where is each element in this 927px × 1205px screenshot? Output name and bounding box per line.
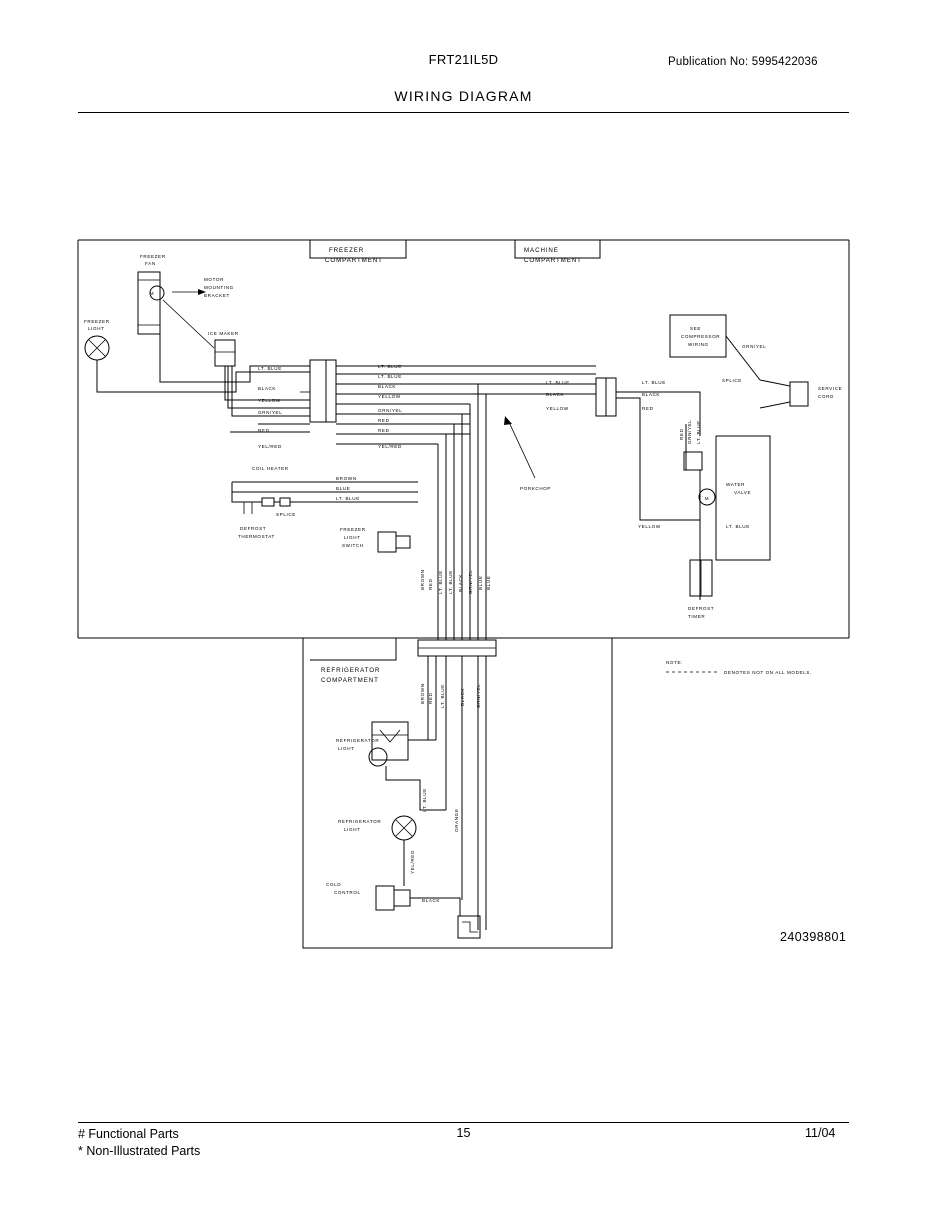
wire-label-fh-r-3: YELLOW bbox=[378, 394, 401, 399]
section-label-machine bbox=[524, 247, 582, 264]
defrost-timer-label-2: LIGHT bbox=[338, 746, 355, 751]
freezer-light-switch-label-3: SWITCH bbox=[342, 543, 364, 548]
wire-label-ref-2: YEL/RED bbox=[410, 850, 415, 874]
motor-bracket-label-3: BRACKET bbox=[204, 293, 230, 298]
wire-label-bus-u-5: GRN/YEL bbox=[468, 569, 473, 594]
wire-label-bus-l-1: RED bbox=[428, 692, 433, 704]
footer-date: 11/04 bbox=[805, 1126, 836, 1140]
wire-label-ml-1: BLACK bbox=[546, 392, 565, 397]
wire-label-mm-6: LT. BLUE bbox=[726, 524, 750, 529]
wire-label-bus-u-3: LT. BLUE bbox=[448, 570, 453, 594]
freezer-light-label-2: LIGHT bbox=[88, 326, 105, 331]
publication-value: 5995422036 bbox=[751, 56, 818, 68]
wire-label-fh-l-0: LT. BLUE bbox=[258, 366, 282, 371]
motor-bracket-label-1: MOTOR bbox=[204, 277, 225, 282]
defrost-timer-wire-2 bbox=[386, 766, 446, 810]
footer-non-illustrated-parts: * Non-Illustrated Parts bbox=[78, 1144, 201, 1158]
note-label: NOTE: bbox=[666, 660, 684, 665]
section-freezer-line2: COMPARTMENT bbox=[325, 257, 383, 264]
page-number: 15 bbox=[456, 1126, 471, 1140]
defrost-thermostat-label-1: DEFROST bbox=[240, 526, 267, 531]
footer-divider bbox=[78, 1122, 849, 1123]
machine-inner-frame bbox=[616, 392, 770, 600]
model-number: FRT21IL5D bbox=[428, 52, 499, 67]
publication-label: Publication No: bbox=[668, 56, 749, 68]
porkchop-callout bbox=[504, 416, 535, 478]
wire-label-mr-0: LT. BLUE bbox=[642, 380, 666, 385]
condenser-fan-label-2: VALVE bbox=[734, 490, 752, 495]
refrigerator-light-label-1: REFRIGERATOR bbox=[338, 819, 382, 824]
wire-label-fh-l-3: GRN/YEL bbox=[258, 410, 283, 415]
freezer-connector-block bbox=[300, 360, 336, 422]
compressor-wiring-label-3: WIRING bbox=[688, 342, 709, 347]
note-text: DENOTES NOT ON ALL MODELS. bbox=[724, 670, 812, 675]
ice-maker-leader bbox=[163, 300, 214, 348]
motor-bracket-label-2: MOUNTING bbox=[204, 285, 234, 290]
wire-label-bus-l-0: BROWN bbox=[420, 683, 425, 704]
splice-label: SPLICE bbox=[276, 512, 296, 517]
compressor-wiring-label-1: SEE bbox=[690, 326, 701, 331]
freezer-light-switch-symbol bbox=[378, 532, 410, 552]
wire-label-bus-l-4: GRN/YEL bbox=[476, 683, 481, 708]
wire-label-ml-0: LT. BLUE bbox=[546, 380, 570, 385]
machine-connector-block bbox=[596, 378, 616, 416]
service-cord-label-2: CORD bbox=[818, 394, 834, 399]
wire-label-ref-3: BLACK bbox=[422, 898, 441, 903]
water-valve-label-1: DEFROST bbox=[688, 606, 715, 611]
wire-label-fh-r-7: YEL/RED bbox=[378, 444, 402, 449]
wire-label-coil-0: BROWN bbox=[336, 476, 357, 481]
defrost-timer-label-1: REFRIGERATOR bbox=[336, 738, 380, 743]
cold-control-symbol bbox=[458, 916, 480, 938]
defrost-thermostat-label-2: THERMOSTAT bbox=[238, 534, 275, 539]
wire-label-bus-u-6: BLUE bbox=[478, 575, 483, 590]
wire-label-mm-3: GRN/YEL bbox=[687, 419, 692, 444]
footer-functional-parts: # Functional Parts bbox=[78, 1127, 179, 1141]
wire-label-bus-u-0: BROWN bbox=[420, 569, 425, 590]
wire-label-ref-1: ORANGE bbox=[454, 808, 459, 832]
water-valve-label-2: TIMER bbox=[688, 614, 706, 619]
condenser-fan-symbol bbox=[699, 489, 715, 505]
center-pass-through-connector bbox=[418, 640, 496, 656]
coil-heater-symbol bbox=[232, 482, 418, 514]
wire-label-fh-l-5: YEL/RED bbox=[258, 444, 282, 449]
section-label-freezer bbox=[325, 247, 383, 264]
service-cord-label-1: SERVICE bbox=[818, 386, 843, 391]
wire-label-bus-u-4: BLACK bbox=[458, 573, 463, 592]
compressor-wiring-label-2: COMPRESSOR bbox=[681, 334, 721, 339]
wire-label-bus-u-2: LT. BLUE bbox=[438, 570, 443, 594]
freezer-light-switch-label-1: FREEZER bbox=[340, 527, 366, 532]
wire-label-mm-5: YELLOW bbox=[638, 524, 661, 529]
freezer-fan-label-2: FAN bbox=[145, 261, 156, 266]
water-valve-symbol bbox=[690, 560, 712, 596]
refrigerator-light-switch-label-2: CONTROL bbox=[334, 890, 361, 895]
refrigerator-light-symbol bbox=[392, 816, 416, 840]
section-refrigerator-line2: COMPARTMENT bbox=[321, 677, 379, 684]
wire-label-fh-l-1: BLACK bbox=[258, 386, 277, 391]
diagram-note bbox=[666, 660, 812, 675]
wire-label-fh-l-2: YELLOW bbox=[258, 398, 281, 403]
wire-label-mr-2: RED bbox=[642, 406, 654, 411]
section-machine-line2: COMPARTMENT bbox=[524, 257, 582, 264]
freezer-left-harness bbox=[97, 334, 310, 432]
wire-label-fh-r-1: LT. BLUE bbox=[378, 374, 402, 379]
porkchop-label: PORKCHOP bbox=[520, 486, 552, 491]
wire-label-fh-r-4: GRN/YEL bbox=[378, 408, 403, 413]
wire-label-fh-r-0: LT. BLUE bbox=[378, 364, 402, 369]
ice-maker-symbol bbox=[215, 340, 235, 366]
wire-label-mr-1: BLACK bbox=[642, 392, 661, 397]
section-label-refrigerator bbox=[321, 667, 380, 684]
refrigerator-light-label-2: LIGHT bbox=[344, 827, 361, 832]
wire-label-coil-1: BLUE bbox=[336, 486, 351, 491]
condenser-fan-motor-mark: M bbox=[704, 496, 710, 501]
freezer-light-symbol bbox=[85, 336, 109, 360]
refrigerator-light-switch-symbol bbox=[376, 840, 460, 916]
motor-mounting-bracket-callout bbox=[172, 289, 206, 295]
service-cord-symbol bbox=[726, 336, 808, 408]
wire-label-bus-u-7: BLUE bbox=[486, 575, 491, 590]
wire-label-mm-2: RED bbox=[679, 428, 684, 440]
refrigerator-light-switch-label-1: COLD bbox=[326, 882, 342, 887]
section-freezer-line1: FREEZER bbox=[329, 247, 365, 254]
wire-label-bus-l-2: LT. BLUE bbox=[440, 684, 445, 708]
wire-label-mm-0: GRN/YEL bbox=[742, 344, 767, 349]
page-title: WIRING DIAGRAM bbox=[394, 88, 533, 104]
drawing-number: 240398801 bbox=[780, 930, 847, 944]
wire-label-mm-4: LT. BLUE bbox=[696, 420, 701, 444]
wire-label-coil-2: LT. BLUE bbox=[336, 496, 360, 501]
freezer-light-switch-label-2: LIGHT bbox=[344, 535, 361, 540]
wire-label-ml-2: YELLOW bbox=[546, 406, 569, 411]
wire-label-fh-r-6: RED bbox=[378, 428, 390, 433]
freezer-fan-symbol bbox=[138, 272, 164, 334]
wire-label-fh-r-5: RED bbox=[378, 418, 390, 423]
section-machine-line1: MACHINE bbox=[524, 247, 559, 254]
freezer-light-label-1: FREEZER bbox=[84, 319, 110, 324]
wire-label-bus-u-1: RED bbox=[428, 578, 433, 590]
wire-label-fh-r-2: BLACK bbox=[378, 384, 397, 389]
coil-heater-label: COIL HEATER bbox=[252, 466, 289, 471]
wire-label-mm-1: SPLICE bbox=[722, 378, 742, 383]
wire-label-bus-l-3: BLACK bbox=[460, 687, 465, 706]
wire-label-ref-0: LT. BLUE bbox=[422, 788, 427, 812]
machine-feed-wire bbox=[616, 398, 700, 520]
defrost-timer-symbol bbox=[369, 722, 408, 766]
wire-label-fh-l-4: RED bbox=[258, 428, 270, 433]
condenser-fan-label-1: WATER bbox=[726, 482, 746, 487]
section-refrigerator-line1: REFRIGERATOR bbox=[321, 667, 381, 674]
ice-maker-label: ICE MAKER bbox=[208, 331, 239, 336]
freezer-fan-label-1: FREEZER bbox=[140, 254, 166, 259]
freezer-fan-motor-mark: M bbox=[149, 291, 155, 296]
